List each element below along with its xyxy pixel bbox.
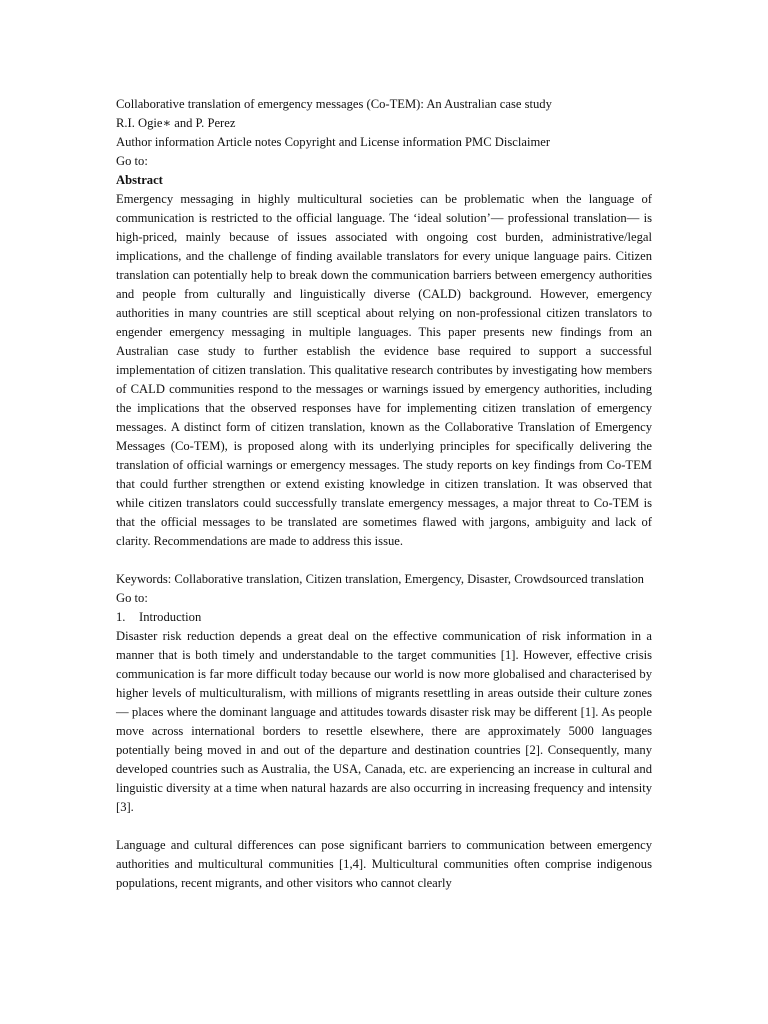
- introduction-paragraph: Language and cultural differences can pose significant barriers to communication between emergency authorities and multicultural communities [1,4]. Multicultural communities often comprise indigenous populations, recent migrants, and other visitors who cannot clearly: [116, 838, 652, 890]
- section-heading-introduction: [116, 608, 652, 627]
- introduction-paragraph: Disaster risk reduction depends a great deal on the effective communication of risk information in a manner that is both timely and understandable to the target communities [1]. However, effective crisis communication is far more difficult today because our world is now more globalised and characterised by higher levels of multiculturalism, with millions of migrants resettling in areas outside their culture zones— places where the dominant language and attitudes towards disaster risk may be different [1]. As people move across international borders to resettle elsewhere, there are approximately 5000 languages potentially being moved in and out of the departure and destination countries [2]. Consequently, many developed countries such as Australia, the USA, Canada, etc. are experiencing an increase in cultural and linguistic diversity at a time when natural hazards are also occurring in increasing frequency and intensity [3].: [116, 629, 652, 814]
- paragraph-gap: [116, 817, 652, 836]
- paragraph-gap: [116, 551, 652, 570]
- abstract-heading: Abstract: [116, 173, 163, 187]
- keywords: Keywords: Collaborative translation, Citizen translation, Emergency, Disaster, Crowdsourced translation: [116, 572, 644, 586]
- abstract-text: Emergency messaging in highly multicultural societies can be problematic when the language of communication is restricted to the official language. The ‘ideal solution’— professional translation— is high-priced, mainly because of issues associated with ongoing cost burden, administrative/legal implications, and the challenge of finding available translators for every unique language pairs. Citizen translation can potentially help to break down the communication barriers between emergency authorities and people from culturally and linguistically diverse (CALD) background. However, emergency authorities in many countries are still sceptical about relying on non-professional citizen translators to engender emergency messaging in multiple languages. This paper presents new findings from an Australian case study to further establish the evidence base required to support a successful implementation of citizen translation. This qualitative research contributes by investigating how members of CALD communities respond to the messages or warnings issued by emergency authorities, including the implications that the observed responses have for implementing citizen translation of emergency messages. A distinct form of citizen translation, known as the Collaborative Translation of Emergency Messages (Co-TEM), is proposed along with its underlying principles for specifically delivering the translation of official warnings or emergency messages. The study reports on key findings from Co-TEM that could further strengthen or extend existing knowledge in citizen translation. It was observed that while citizen translators could successfully translate emergency messages, a major threat to Co-TEM is that the official messages to be translated are sometimes flawed with jargons, ambiguity and lack of clarity. Recommendations are made to address this issue.: [116, 192, 652, 548]
- document-page: [116, 95, 652, 893]
- article-info-links: Author information Article notes Copyright and License information PMC Disclaimer: [116, 135, 551, 149]
- article-title: Collaborative translation of emergency messages (Co-TEM): An Australian case study: [116, 97, 552, 111]
- goto-link: Go to:: [116, 154, 148, 168]
- section-title: Introduction: [139, 610, 202, 624]
- goto-link: Go to:: [116, 591, 148, 605]
- section-number: 1.: [116, 610, 126, 624]
- article-authors: R.I. Ogie∗ and P. Perez: [116, 116, 236, 130]
